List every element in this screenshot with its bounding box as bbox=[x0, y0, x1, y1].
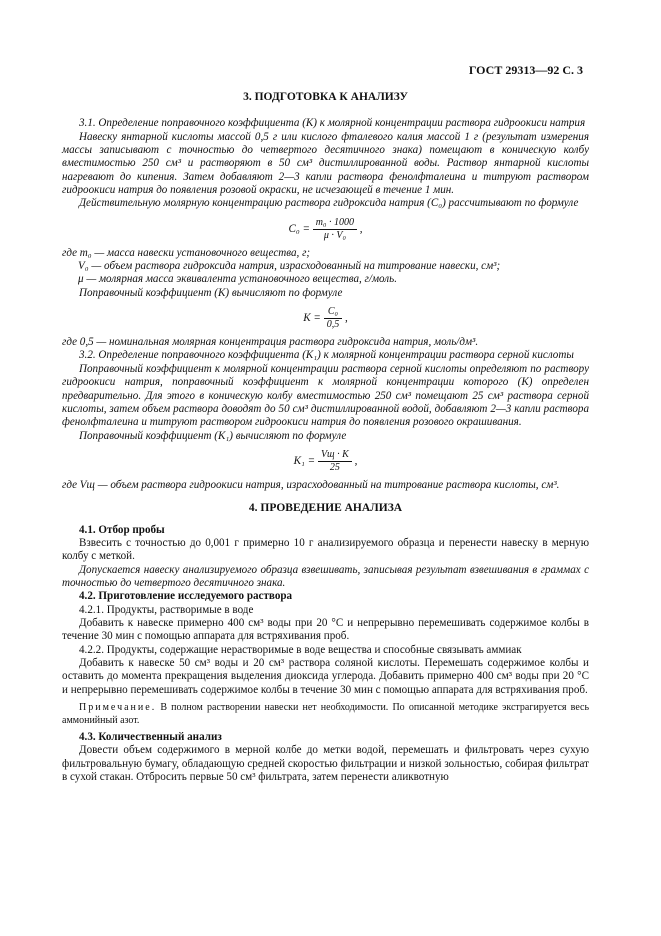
clause-3-2-title: 3.2. Определение поправочного коэффициента (K₁) к молярной концентрации раствора серной кислоты bbox=[79, 349, 574, 362]
clause-4-1-title: 4.1. Отбор пробы bbox=[79, 523, 165, 536]
clause-4-1-body: Взвесить с точностью до 0,001 г примерно 10 г анализируемого образца и перенести навеску в мерную колбу с меткой. bbox=[62, 536, 589, 563]
note-paragraph bbox=[62, 702, 589, 727]
clause-4-3-body: Довести объем содержимого в мерной колбе до метки водой, перемешать и фильтровать через сухую фильтровальную бумагу, обладающую средней скоростью фильтрации и низкой зольностью, собирая фильтрат в сухой стакан. Отбросить первые 50 см³ фильтрата, затем перенести аликвотную bbox=[62, 744, 589, 784]
formula-c0-where-m0: где m₀ — масса навески установочного вещества, г; bbox=[62, 246, 311, 259]
clause-4-2-2-body: Добавить к навеске 50 см³ воды и 20 см³ раствора соляной кислоты. Перемешать содержимое колбы и оставить до момента прекращения выделения диоксида углерода. Добавить примерно 400 см³ воды при 20 °С и непрерывно перемешивать содержимое колбы в течение 30 мин с помощью аппарата для встряхивания проб. bbox=[62, 657, 589, 696]
formula-k-tail: , bbox=[344, 312, 348, 325]
formula-c0-denominator: μ · V₀ bbox=[323, 229, 346, 241]
clause-4-1-note: Допускается навеску анализируемого образца взвешивать, записывая результат взвешивания в граммах с точностью до четвертого десятичного знака. bbox=[62, 563, 589, 589]
formula-k1 bbox=[62, 449, 589, 474]
formula-k1-denominator: 25 bbox=[329, 461, 340, 473]
formula-k1-tail: , bbox=[354, 454, 358, 467]
formula-c0-tail: , bbox=[359, 222, 363, 235]
formula-k-denominator: 0,5 bbox=[326, 319, 340, 331]
clause-4-2-1-body: Добавить к навеске примерно 400 см³ воды при 20 °С и непрерывно перемешивать содержимое колбы в течение 30 мин с помощью аппарата для встряхивания проб. bbox=[62, 616, 589, 643]
clause-3-1-body: Навеску янтарной кислоты массой 0,5 г или кислого фталевого калия массой 1 г (результат измерения массы записывают с точностью до четвертого десятичного знака) помещают в коническую колбу вместимостью 250 см³ и растворяют в 50 см³ дистиллированной воды. Раствор янтарной кислоты нагревают до кипения. Затем добавляют 2—3 капли раствора фенолфталеина и титруют раствором гидроокиси натрия до появления розовой окраски, не исчезающей в течение 1 мин. bbox=[62, 130, 589, 197]
page-content bbox=[62, 91, 589, 784]
formula-k1-numerator: Vщ · K bbox=[318, 449, 352, 462]
formula-k1-lhs: K₁ = bbox=[293, 454, 316, 467]
clause-4-2-title: 4.2. Приготовление исследуемого раствора bbox=[79, 590, 293, 603]
formula-c0-where-mu: μ — молярная масса эквивалента установочного вещества, г/моль. bbox=[78, 273, 397, 286]
formula-k bbox=[62, 306, 589, 331]
formula-c0-numerator: m₀ · 1000 bbox=[313, 217, 357, 230]
formula-k1-where: где Vщ — объем раствора гидроокиси натрия, израсходованный на титрование раствора кислоты, см³. bbox=[62, 478, 560, 491]
clause-3-2-body: Поправочный коэффициент к молярной концентрации раствора серной кислоты определяют по раствору гидроокиси натрия, поправочный коэффициент к молярной концентрации которого (K) определен предварительно. Для этого в коническую колбу вместимостью 250 см³ помещают 25 см³ раствора серной кислоты, затем объем раствора доводят до 50 см³ дистиллированной водой, добавляют 2—3 капли раствора фенолфталеина и титруют раствором гидроокиси натрия до появления розового окрашивания. bbox=[62, 362, 589, 429]
note-label: Примечание. bbox=[79, 702, 157, 714]
section-3-title: 3. ПОДГОТОВКА К АНАЛИЗУ bbox=[243, 91, 408, 103]
formula-k-numerator: C₀ bbox=[324, 306, 343, 319]
clause-3-1-title: 3.1. Определение поправочного коэффициента (K) к молярной концентрации раствора гидроокиси натрия bbox=[79, 117, 586, 130]
section-4-title: 4. ПРОВЕДЕНИЕ АНАЛИЗА bbox=[248, 502, 403, 515]
formula-k-fraction bbox=[324, 306, 343, 331]
clause-4-2-1-title: 4.2.1. Продукты, растворимые в воде bbox=[79, 603, 254, 616]
formula-c0-fraction bbox=[313, 217, 357, 242]
formula-k-intro: Поправочный коэффициент (K) вычисляют по формуле bbox=[79, 286, 343, 299]
note-text: В полном растворении навески нет необходимости. По описанной методике экстрагируется весь аммонийный азот. bbox=[62, 702, 590, 726]
formula-c0-intro: Действительную молярную концентрацию раствора гидроксида натрия (C₀) рассчитывают по формуле bbox=[79, 197, 579, 210]
formula-c0-lhs: C₀ = bbox=[288, 222, 310, 235]
formula-k-where: где 0,5 — номинальная молярная концентрация раствора гидроксида натрия, моль/дм³. bbox=[62, 336, 479, 349]
formula-c0 bbox=[62, 217, 589, 242]
clause-4-3-title: 4.3. Количественный анализ bbox=[79, 731, 222, 744]
page-header-code: ГОСТ 29313—92 С. 3 bbox=[468, 63, 583, 77]
formula-c0-where-v0: V₀ — объем раствора гидроксида натрия, израсходованный на титрование навески, см³; bbox=[78, 260, 501, 273]
formula-k1-fraction bbox=[318, 449, 352, 474]
formula-k-lhs: K = bbox=[303, 312, 321, 325]
clause-4-2-2-title: 4.2.2. Продукты, содержащие нерастворимые в воде вещества и способные связывать аммиак bbox=[79, 643, 522, 656]
formula-k1-intro: Поправочный коэффициент (K₁) вычисляют по формуле bbox=[79, 429, 347, 442]
